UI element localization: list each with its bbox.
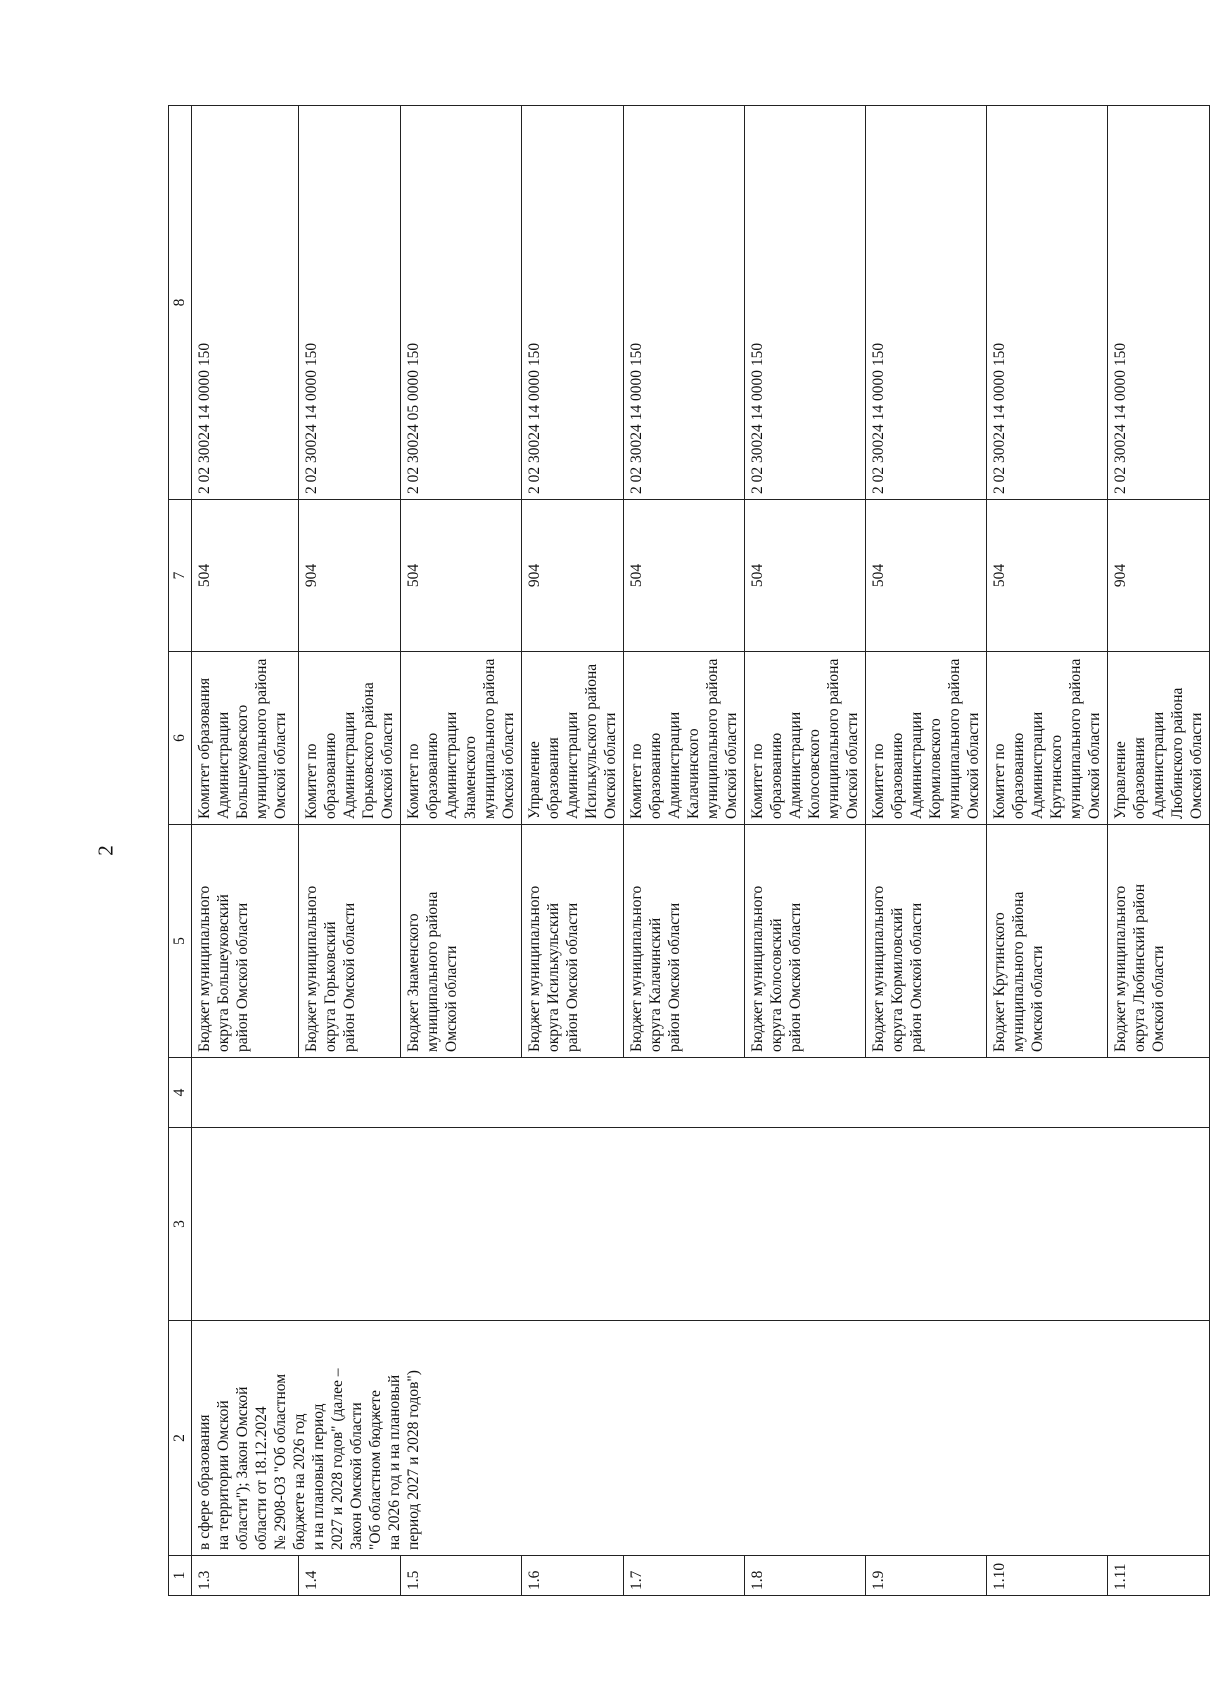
empty-cell-col4: [192, 1058, 1210, 1128]
budget-cell: Бюджет муниципального округа Горьковский район Омской области: [299, 825, 401, 1058]
chapter-code-cell: 504: [745, 500, 866, 652]
rotated-table-wrapper: [168, 106, 1205, 1596]
row-number: 1.11: [1108, 1556, 1210, 1596]
administrator-cell: Комитет образования Администрации Большеуковского муниципального района Омской области: [192, 652, 299, 825]
table-row: [192, 106, 299, 1596]
chapter-code-cell: 904: [522, 500, 624, 652]
empty-cell-col3: [192, 1128, 1210, 1321]
administrator-cell: Комитет по образованию Администрации Знаменского муниципального района Омской области: [401, 652, 522, 825]
chapter-code-cell: 904: [1108, 500, 1210, 652]
row-number: 1.5: [401, 1556, 522, 1596]
revenue-code-cell: 2 02 30024 14 0000 150: [866, 106, 987, 500]
row-number: 1.6: [522, 1556, 624, 1596]
page-number: 2: [93, 845, 118, 856]
budget-cell: Бюджет муниципального округа Исилькульский район Омской области: [522, 825, 624, 1058]
budget-cell: Бюджет муниципального округа Калачинский район Омской области: [624, 825, 745, 1058]
budget-cell: Бюджет муниципального округа Любинский район Омской области: [1108, 825, 1210, 1058]
revenue-code-cell: 2 02 30024 14 0000 150: [192, 106, 299, 500]
column-header-7: 7: [169, 500, 192, 652]
budget-cell: Бюджет муниципального округа Большеуковский район Омской области: [192, 825, 299, 1058]
administrator-cell: Управление образования Администрации Исилькульского района Омской области: [522, 652, 624, 825]
chapter-code-cell: 504: [192, 500, 299, 652]
chapter-code-cell: 504: [401, 500, 522, 652]
revenue-code-cell: 2 02 30024 14 0000 150: [1108, 106, 1210, 500]
column-header-3: 3: [169, 1128, 192, 1321]
revenue-code-cell: 2 02 30024 14 0000 150: [299, 106, 401, 500]
budget-cell: Бюджет муниципального округа Колосовский район Омской области: [745, 825, 866, 1058]
administrator-cell: Комитет по образованию Администрации Крутинского муниципального района Омской области: [987, 652, 1108, 825]
revenue-code-cell: 2 02 30024 05 0000 150: [401, 106, 522, 500]
revenue-code-cell: 2 02 30024 14 0000 150: [522, 106, 624, 500]
row-number: 1.8: [745, 1556, 866, 1596]
administrator-cell: Комитет по образованию Администрации Калачинского муниципального района Омской области: [624, 652, 745, 825]
chapter-code-cell: 504: [624, 500, 745, 652]
administrator-cell: Комитет по образованию Администрации Горьковского района Омской области: [299, 652, 401, 825]
legal-basis-cell: в сфере образования на территории Омской области"); Закон Омской области от 18.12.2024 № 2908-ОЗ "Об областном бюджете на 2026 год и на плановый период 2027 и 2028 годов" (далее – Закон Омской области "Об областном бюджете на 2026 год и на плановый период 2027 и 2028 годов"): [192, 1321, 1210, 1556]
administrator-cell: Комитет по образованию Администрации Колосовского муниципального района Омской области: [745, 652, 866, 825]
row-number: 1.4: [299, 1556, 401, 1596]
column-header-4: 4: [169, 1058, 192, 1128]
row-number: 1.10: [987, 1556, 1108, 1596]
revenue-code-cell: 2 02 30024 14 0000 150: [745, 106, 866, 500]
allocation-table: [168, 105, 1210, 1596]
column-header-8: 8: [169, 106, 192, 500]
budget-cell: Бюджет Знаменского муниципального района Омской области: [401, 825, 522, 1058]
column-number-header-row: [169, 106, 192, 1596]
column-header-2: 2: [169, 1321, 192, 1556]
chapter-code-cell: 504: [866, 500, 987, 652]
column-header-5: 5: [169, 825, 192, 1058]
administrator-cell: Комитет по образованию Администрации Кормиловского муниципального района Омской области: [866, 652, 987, 825]
chapter-code-cell: 504: [987, 500, 1108, 652]
revenue-code-cell: 2 02 30024 14 0000 150: [987, 106, 1108, 500]
administrator-cell: Управление образования Администрации Любинского района Омской области: [1108, 652, 1210, 825]
revenue-code-cell: 2 02 30024 14 0000 150: [624, 106, 745, 500]
row-number: 1.7: [624, 1556, 745, 1596]
budget-cell: Бюджет Крутинского муниципального района Омской области: [987, 825, 1108, 1058]
chapter-code-cell: 904: [299, 500, 401, 652]
row-number: 1.9: [866, 1556, 987, 1596]
budget-cell: Бюджет муниципального округа Кормиловский район Омской области: [866, 825, 987, 1058]
column-header-1: 1: [169, 1556, 192, 1596]
column-header-6: 6: [169, 652, 192, 825]
row-number: 1.3: [192, 1556, 299, 1596]
